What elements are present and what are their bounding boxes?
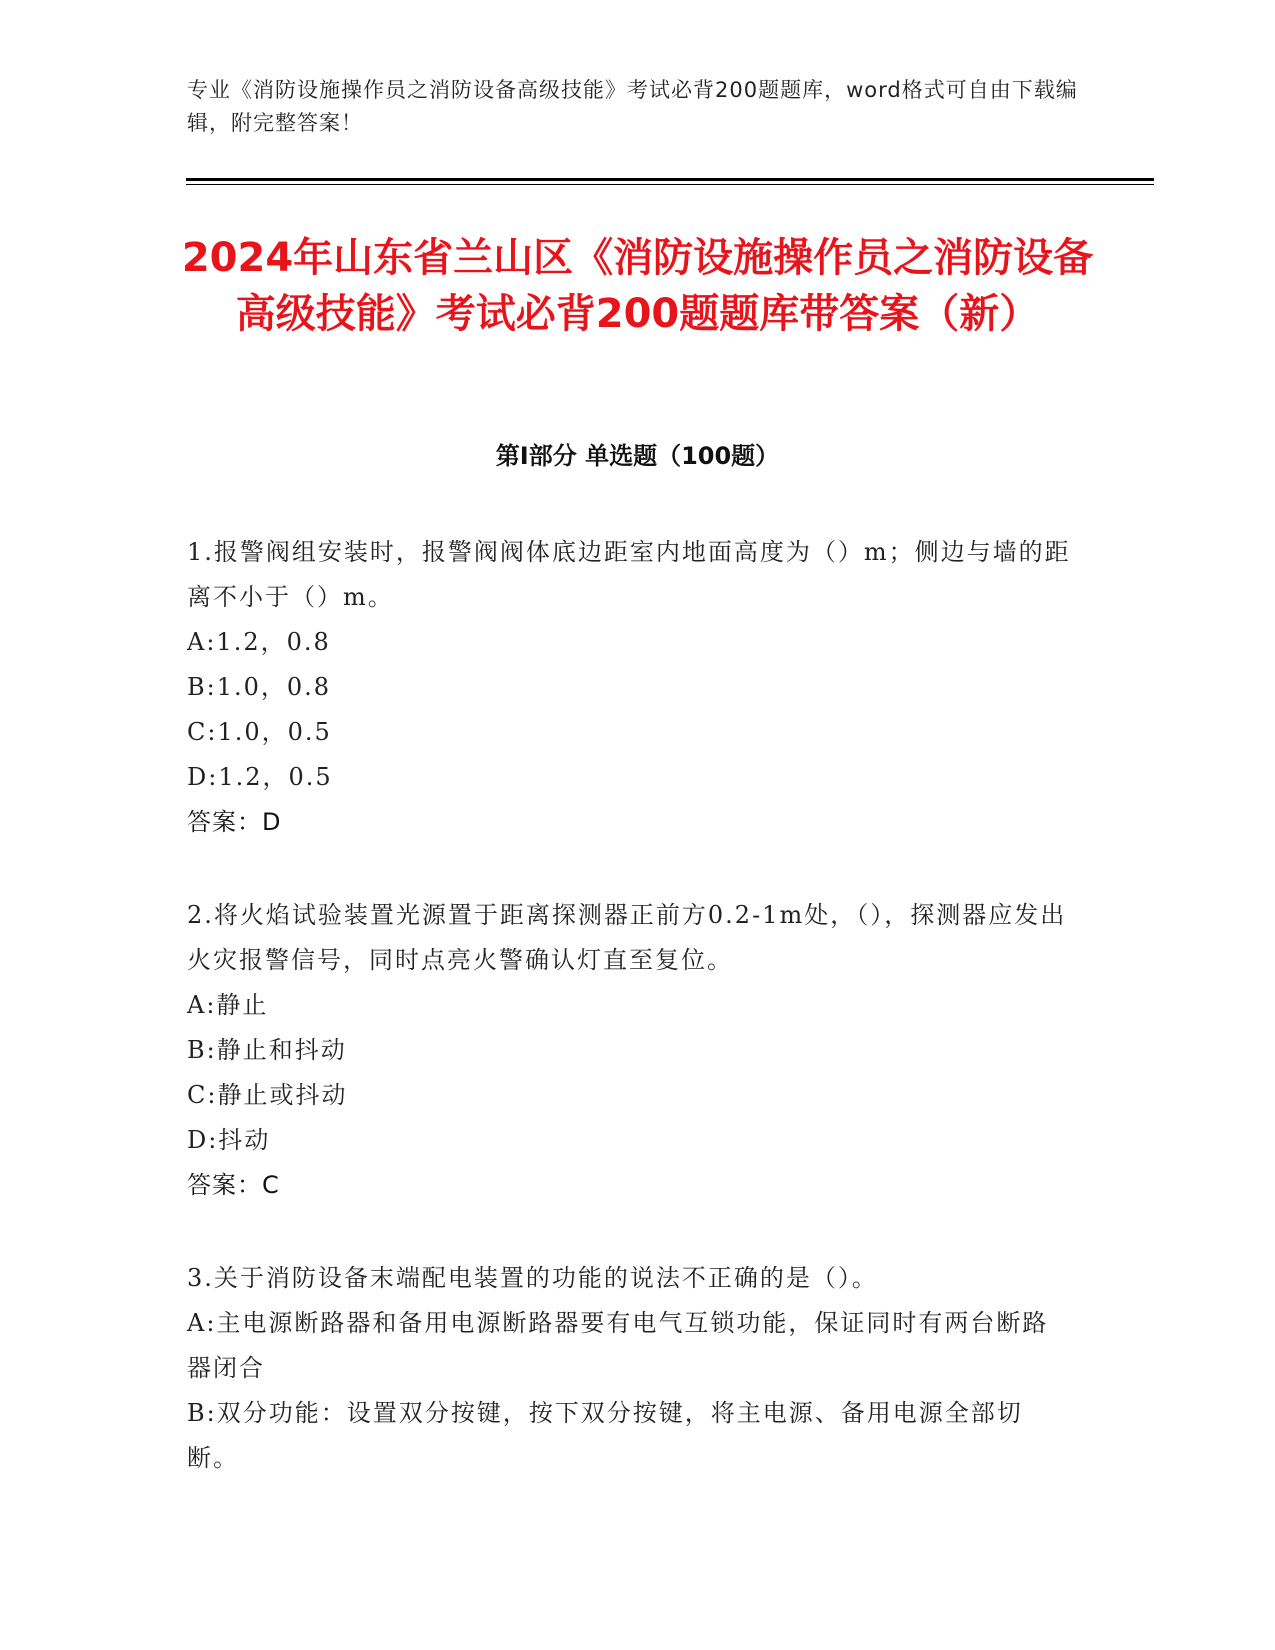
header-note: 专业《消防设施操作员之消防设备高级技能》考试必背200题题库，word格式可自由下载编辑，附完整答案！ — [187, 78, 1078, 135]
option-a: A:静止 — [187, 991, 269, 1019]
question-2 — [187, 893, 1072, 1208]
option-b: B:静止和抖动 — [187, 1036, 347, 1064]
option-d: D:抖动 — [187, 1126, 271, 1154]
section-heading: 第I部分 单选题（100题） — [495, 442, 780, 470]
question-text: 3.关于消防设备末端配电装置的功能的说法不正确的是（）。 — [187, 1264, 878, 1292]
question-text: 2.将火焰试验装置光源置于距离探测器正前方0.2-1m处，（），探测器应发出火灾报警信号，同时点亮火警确认灯直至复位。 — [187, 901, 1067, 974]
answer: 答案：D — [187, 808, 282, 836]
option-b: B:1.0，0.8 — [187, 673, 332, 701]
question-1 — [187, 530, 1072, 845]
question-3 — [187, 1256, 1072, 1481]
header-rule-thick — [186, 178, 1154, 181]
option-a: A:主电源断路器和备用电源断路器要有电气互锁功能，保证同时有两台断路器闭合 — [187, 1309, 1049, 1382]
document-title: 2024年山东省兰山区《消防设施操作员之消防设备高级技能》考试必背200题题库带答案（新） — [181, 235, 1094, 337]
header-rule-thin — [186, 184, 1154, 185]
question-text: 1.报警阀组安装时，报警阀阀体底边距室内地面高度为（）m；侧边与墙的距离不小于（）m。 — [187, 538, 1071, 611]
option-b: B:双分功能：设置双分按键，按下双分按键，将主电源、备用电源全部切断。 — [187, 1399, 1023, 1472]
option-c: C:1.0，0.5 — [187, 718, 332, 746]
question-list — [187, 530, 1072, 1529]
answer: 答案：C — [187, 1171, 280, 1199]
option-d: D:1.2，0.5 — [187, 763, 333, 791]
option-c: C:静止或抖动 — [187, 1081, 348, 1109]
option-a: A:1.2，0.8 — [187, 628, 331, 656]
